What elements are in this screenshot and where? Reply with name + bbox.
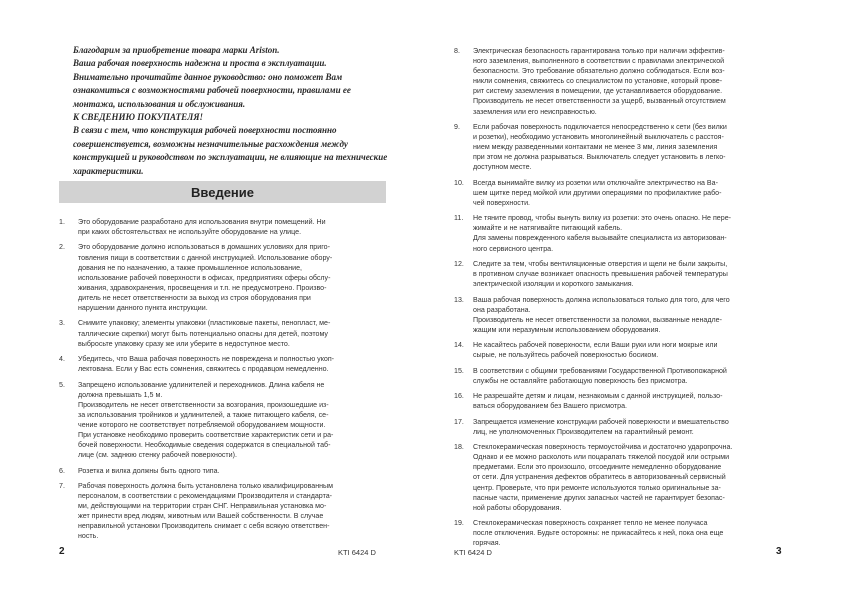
- item-number: 1.: [59, 218, 65, 226]
- list-item: [59, 354, 388, 374]
- model-label-right: KTI 6424 D: [454, 548, 492, 557]
- intro-thanks: Благодарим за приобретение товара марки Ariston.: [73, 45, 280, 55]
- item-number: 7.: [59, 481, 65, 490]
- item-number: 9.: [454, 122, 460, 131]
- item-text: Убедитесь, что Ваша рабочая поверхность не повреждена и полностью укоп- лектована. Если у Вас есть сомнения, свяжитесь с продавцом немедленно.: [78, 355, 335, 374]
- item-text: Стеклокерамическая поверхность сохраняет тепло не менее получаса после отключения. Будьте осторожны: не прикасайтесь к ней, пока она еще горячая.: [473, 519, 724, 548]
- intro-read-manual: Внимательно прочитайте данное руководство: оно поможет Вам ознакомиться с возможностями рабочей поверхности, правилами ее монтажа, использования и обслуживания.: [73, 71, 351, 109]
- item-text: Не касайтесь рабочей поверхности, если Ваши руки или ноги мокрые или сырые, не пользуйтесь рабочей поверхностью босиком.: [473, 341, 718, 360]
- intro-block: [73, 44, 393, 178]
- item-number: 19.: [454, 519, 464, 528]
- list-item: [454, 178, 789, 208]
- item-number: 12.: [454, 259, 464, 268]
- list-item: [454, 340, 789, 360]
- item-text: Ваша рабочая поверхность должна использоваться только для того, для чего она разработана. Производитель не несет ответственности за поломки, вызванные ненадле- жащим или неразумным использованием оборудования.: [473, 295, 730, 334]
- item-text: Не тяните провод, чтобы вынуть вилку из розетки: это очень опасно. Не пере- жимайте и не натягивайте питающий кабель. Для замены поврежденного кабеля вызывайте специалиста из авторизован- ного сервисного центра.: [473, 214, 732, 253]
- section-heading: Введение: [191, 184, 254, 200]
- item-text: Рабочая поверхность должна быть установлена только квалифицированным персоналом, в соответствии с рекомендациями Производителя и стандарта- ми, действующими на территории стран СНГ. Неправильная установка мо- жет принести вред людям, животным или Вашей собственности. В случае неправильной установки Производитель снимает с себя всякую ответствен- ность.: [78, 481, 334, 541]
- item-number: 17.: [454, 417, 464, 426]
- item-text: Запрещено использование удлинителей и переходников. Длина кабеля не должна превышать 1,5 м. Производитель не несет ответственности за возгорания, произошедшие из- за использования тройников и удлинителей, а также питающего кабеля, се- чение которого не соответствует потребляемой оборудованием мощности. При установке необходимо проверить соответствие характеристик сети и ра- бочей поверхности. Необходимые сведения содержатся в специальной таб- лице (см. заднюю стенку рабочей поверхности).: [78, 380, 334, 460]
- list-item: [59, 242, 388, 313]
- list-item: [454, 391, 789, 411]
- model-label-left: KTI 6424 D: [338, 548, 376, 557]
- intro-notice-text: В связи с тем, что конструкция рабочей поверхности постоянно совершенствуется, возможны незначительные расхождения между конструкцией и руководством по эксплуатации, не влияющие на технические характеристики.: [73, 125, 388, 176]
- item-number: 15.: [454, 366, 464, 375]
- list-item: [454, 213, 789, 253]
- list-item: [454, 442, 789, 513]
- item-text: Следите за тем, чтобы вентиляционные отверстия и щели не были закрыты, в противном случае возникает опасность превышения рабочей температуры электрической изоляции и короткого замыкания.: [473, 259, 728, 289]
- page-number-right: 3: [776, 546, 782, 557]
- left-instruction-list: [59, 217, 388, 547]
- list-item: [454, 295, 789, 335]
- item-text: Запрещается изменение конструкции рабочей поверхности и вмешательство лиц, не уполномоченных Производителем на гарантийный ремонт.: [473, 417, 729, 436]
- right-instruction-list: [454, 46, 789, 554]
- item-text: Снимите упаковку; элементы упаковки (пластиковые пакеты, пенопласт, ме- таллические скрепки) могут быть потенциально опасны для детей, поэтому выбросьте упаковку сразу же или уберите в недоступное место.: [78, 319, 331, 348]
- item-number: 6.: [59, 466, 65, 475]
- item-text: Стеклокерамическая поверхность термоустойчива и достаточно ударопрочна. Однако и ее можно расколоть или поцарапать тяжелой посудой или острыми предметами. Если это произошло, отсоедините немедленно оборудование от сети. Для устранения дефектов обратитесь в авторизованный сервисный центр. Проверьте, что при ремонте используются только оригинальные за- пасные части, применение других запасных частей не гарантирует безопас- ной работы оборудования.: [473, 443, 733, 512]
- item-text: В соответствии с общими требованиями Государственной Противопожарной службы не оставляйте работающую поверхность без присмотра.: [473, 366, 727, 385]
- item-text: Электрическая безопасность гарантирована только при наличии эффектив- ного заземления, выполненного в соответствии с правилами электрической безопасности. Это требование обязательно должно соблюдаться. Если воз- никли сомнения, свяжитесь со специалистом по установке, который прове- рит систему заземления в помещении, где устанавливается оборудование. Производитель не несет ответственности за ущерб, вызванный отсутствием заземления или его неисправностью.: [473, 47, 726, 116]
- item-number: 11.: [454, 214, 464, 223]
- list-item: [454, 46, 789, 117]
- list-item: [59, 318, 388, 348]
- list-item: [59, 217, 388, 237]
- item-text: Не разрешайте детям и лицам, незнакомым с данной инструкцией, пользо- ваться оборудованием без Вашего присмотра.: [473, 392, 723, 411]
- item-text: Это оборудование должно использоваться в домашних условиях для приго- товления пищи в соответствии с данной инструкцией. Использование обору- дования не по назначению, а также промышленное использование, использование рабочей поверхности в офисах, предприятиях сферы обслу- живания, здравохранения, просвещения и т.п. не предусмотрено. Произво- дитель не несет ответственности за выход из строя оборудования при нарушении данного пункта инструкции.: [78, 243, 333, 313]
- list-item: [454, 259, 789, 289]
- list-item: [454, 417, 789, 437]
- item-number: 8.: [454, 47, 460, 55]
- item-number: 13.: [454, 295, 464, 304]
- right-page: [421, 0, 842, 595]
- item-number: 5.: [59, 380, 65, 389]
- item-number: 18.: [454, 443, 464, 452]
- item-text: Розетка и вилка должны быть одного типа.: [78, 466, 220, 475]
- list-item: [59, 481, 388, 542]
- list-item: [59, 466, 388, 476]
- item-number: 4.: [59, 355, 65, 364]
- item-text: Всегда вынимайте вилку из розетки или отключайте электричество на Ва- шем щитке перед мойкой или другими операциями по профилактике рабо- чей поверхности.: [473, 178, 722, 207]
- item-number: 2.: [59, 243, 65, 252]
- list-item: [454, 518, 789, 548]
- item-number: 16.: [454, 392, 464, 401]
- page-number-left: 2: [59, 546, 65, 557]
- item-number: 10.: [454, 178, 464, 187]
- item-number: 14.: [454, 341, 464, 350]
- list-item: [454, 122, 789, 172]
- item-text: Если рабочая поверхность подключается непосредственно к сети (без вилки и розетки), необходимо установить многолинейный выключатель с расстоя- нием между разведенными контактами не менее 3 мм, линия заземления при этом не должна разрываться. Выключатель следует установить в легко- доступном месте.: [473, 122, 727, 172]
- section-heading-box: [59, 181, 386, 203]
- intro-reliable: Ваша рабочая поверхность надежна и проста в эксплуатации.: [73, 58, 327, 69]
- item-number: 3.: [59, 319, 65, 328]
- intro-notice-title: К СВЕДЕНИЮ ПОКУПАТЕЛЯ!: [73, 112, 204, 123]
- list-item: [59, 380, 388, 461]
- item-text: Это оборудование разработано для использования внутри помещений. Ни при каких обстоятельствах не используйте оборудование на улице.: [78, 218, 326, 237]
- list-item: [454, 366, 789, 386]
